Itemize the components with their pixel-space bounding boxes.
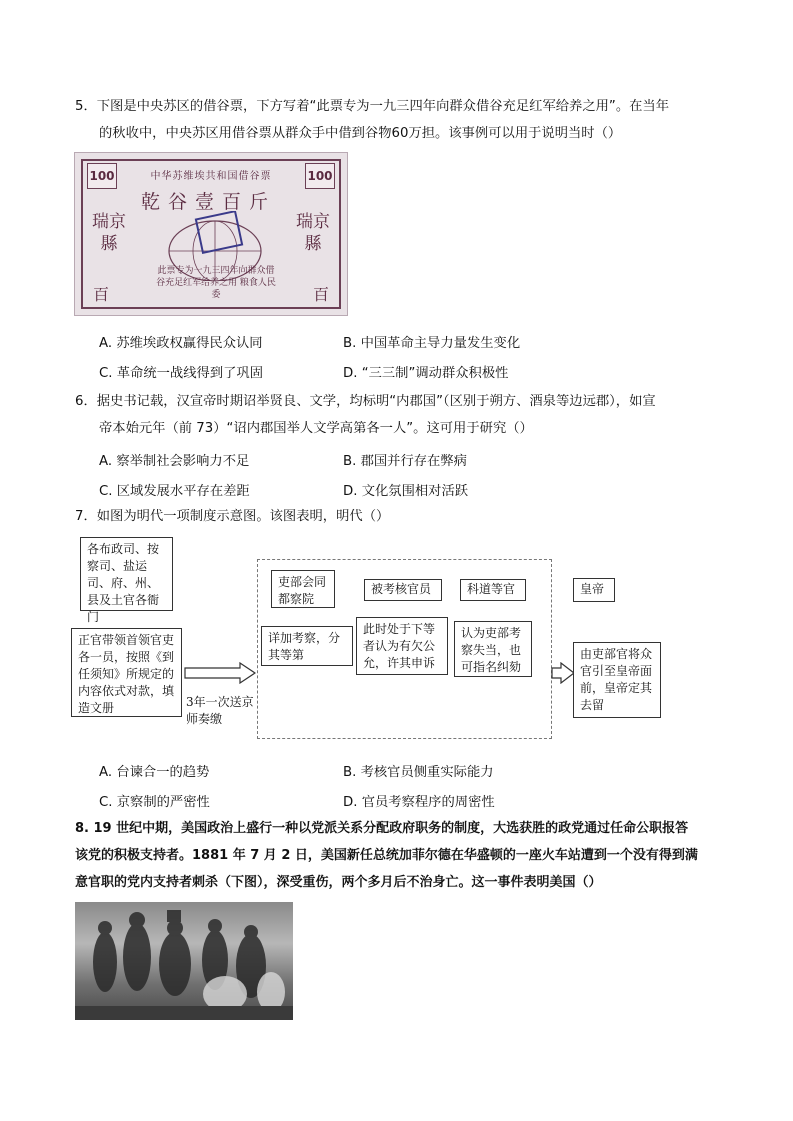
q5-option-d[interactable]: D. “三三制”调动群众积极性 <box>343 366 509 381</box>
q5-stem-line1: 5．下图是中央苏区的借谷票，下方写着“此票专为一九三四年向群众借谷充足红军给养之用”。在当年 <box>75 99 670 114</box>
q6-option-a[interactable]: A. 察举制社会影响力不足 <box>99 454 250 469</box>
diagram-box-ministry: 吏部会同都察院 <box>271 570 335 608</box>
question-7-stem <box>75 503 725 530</box>
q6-stem-line1: 6．据史书记载，汉宣帝时期诏举贤良、文学，均标明“内郡国”（区别于朔方、酒泉等边远郡），如宣 <box>75 394 656 409</box>
question-8-stem <box>75 815 735 896</box>
ticket-number-right: 100 <box>305 163 335 189</box>
ticket-corner-left: 百 <box>93 285 110 304</box>
engraving-scene <box>75 902 293 1020</box>
q6-stem-line2: 帝本始元年（前 73）“诏内郡国举人文学高第各一人”。这可用于研究（） <box>99 421 533 436</box>
q5-option-b[interactable]: B. 中国革命主导力量发生变化 <box>343 336 521 351</box>
q6-option-c[interactable]: C. 区域发展水平存在差距 <box>99 484 250 499</box>
diagram-box-emperor: 皇帝 <box>573 578 615 602</box>
q6-option-d[interactable]: D. 文化氛围相对活跃 <box>343 484 469 499</box>
ticket-side-right: 瑞京縣 <box>296 212 330 254</box>
diagram-box-filing-rules: 正官带领首领官吏各一员，按照《到任须知》所规定的内容依式对款，填造文册 <box>71 628 182 717</box>
q7-option-c[interactable]: C. 京察制的严密性 <box>99 795 210 810</box>
diagram-box-ranking: 详加考察，分其等第 <box>261 626 353 666</box>
diagram-box-censors: 科道等官 <box>460 579 526 601</box>
q5-option-a[interactable]: A. 苏维埃政权赢得民众认同 <box>99 336 263 351</box>
grain-loan-ticket-image <box>74 152 348 316</box>
diagram-box-impeach: 认为吏部考察失当，也可指名纠劾 <box>454 621 532 677</box>
q8-stem-line2: 该党的积极支持者。1881 年 7 月 2 日，美国新任总统加菲尔德在华盛顿的一座火车站遭到一个没有得到满 <box>75 848 698 863</box>
diagram-arrow-label: 3年一次送京师奏缴 <box>186 695 254 726</box>
q8-stem-line3: 意官职的党内支持者刺杀（下图），深受重伤，两个多月后不治身亡。这一事件表明美国（） <box>75 875 602 890</box>
assassination-engraving-image <box>75 902 293 1020</box>
ticket-header: 中华苏维埃共和国借谷票 <box>150 171 272 182</box>
q5-option-c[interactable]: C. 革命统一战线得到了巩固 <box>99 366 264 381</box>
question-6-stem <box>75 388 725 442</box>
q8-stem-line1: 8. 19 世纪中期，美国政治上盛行一种以党派关系分配政府职务的制度，大选获胜的政党通过任命公职报答 <box>75 821 689 836</box>
question-5-stem <box>75 93 725 147</box>
q7-stem: 7．如图为明代一项制度示意图。该图表明，明代（） <box>75 509 390 524</box>
ticket-side-left: 瑞京縣 <box>92 212 126 254</box>
ticket-corner-right: 百 <box>312 285 329 304</box>
q5-stem-line2: 的秋收中，中央苏区用借谷票从群众手中借到谷物60万担。该事例可以用于说明当时（） <box>99 126 622 141</box>
diagram-box-emperor-decides: 由吏部官将众官引至皇帝面前，皇帝定其去留 <box>573 642 661 718</box>
q7-option-d[interactable]: D. 官员考察程序的周密性 <box>343 795 495 810</box>
q7-option-b[interactable]: B. 考核官员侧重实际能力 <box>343 765 494 780</box>
q7-option-a[interactable]: A. 台谏合一的趋势 <box>99 765 210 780</box>
diagram-box-appeal: 此时处于下等者认为有欠公允，许其申诉 <box>356 617 448 675</box>
diagram-box-assessed-officials: 被考核官员 <box>364 579 442 601</box>
q6-option-b[interactable]: B. 郡国并行存在弊病 <box>343 454 467 469</box>
ticket-center-text: 乾谷壹百斤 <box>141 191 277 213</box>
diagram-box-provincial-offices: 各布政司、按察司、盐运司、府、州、县及土官各衙门 <box>80 537 173 611</box>
ticket-footer-text: 此票专为一九三四年向群众借谷充足红军给养之用 粮食人民委 <box>156 266 276 300</box>
ticket-number-left: 100 <box>87 163 117 189</box>
diagram-arrow-to-emperor <box>551 662 575 684</box>
diagram-arrow-to-capital <box>184 662 256 684</box>
